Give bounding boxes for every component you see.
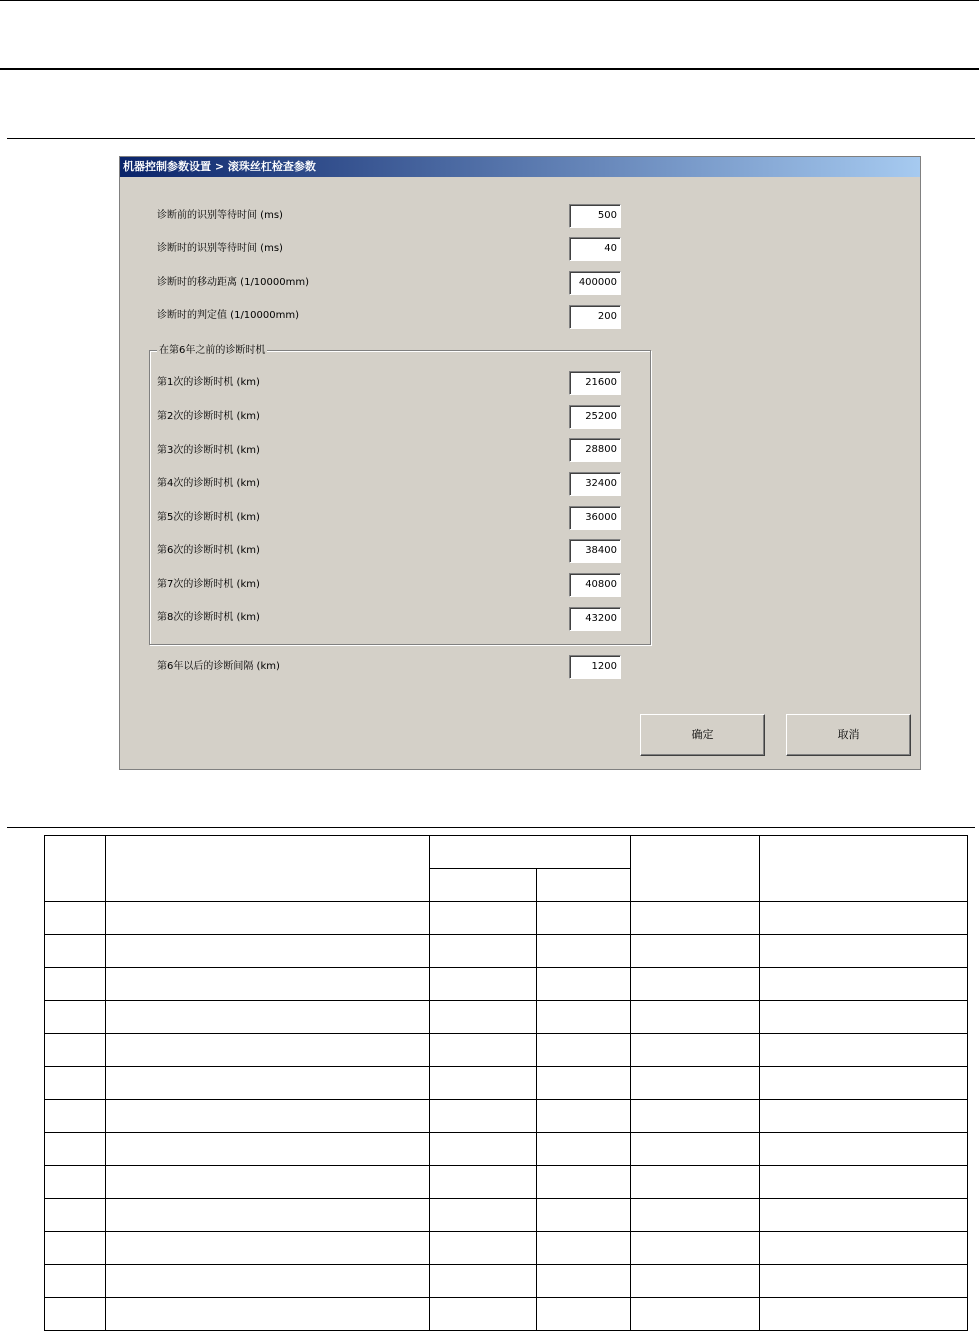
table-cell — [760, 1298, 968, 1331]
table-cell — [106, 1067, 430, 1100]
table-cell — [45, 1298, 106, 1331]
table-cell — [537, 968, 631, 1001]
timing-label-2: 第2次的诊断时机 (km) — [157, 411, 260, 422]
table-row — [45, 902, 968, 935]
record-table — [44, 835, 968, 1331]
timing-label-8: 第8次的诊断时机 (km) — [157, 612, 260, 623]
table-cell — [537, 1001, 631, 1034]
header-cell-col5 — [631, 836, 760, 902]
table-cell — [631, 935, 760, 968]
table-row — [45, 1166, 968, 1199]
table-cell — [430, 1199, 537, 1232]
ballscrew-params-dialog — [119, 156, 921, 770]
header-cell-col6 — [760, 836, 968, 902]
interval-label: 第6年以后的诊断间隔 (km) — [157, 661, 280, 672]
table-cell — [760, 1232, 968, 1265]
table-row — [45, 1001, 968, 1034]
param-label-diag-wait: 诊断时的识别等待时间 (ms) — [157, 243, 283, 254]
diagnosis-timing-group-title: 在第6年之前的诊断时机 — [159, 345, 266, 356]
table-row — [45, 1034, 968, 1067]
table-cell — [760, 968, 968, 1001]
table-row — [45, 1100, 968, 1133]
timing-field-6[interactable]: 38400 — [569, 539, 621, 563]
table-cell — [106, 1133, 430, 1166]
table-cell — [537, 1166, 631, 1199]
table-cell — [45, 1166, 106, 1199]
table-cell — [430, 1265, 537, 1298]
table-cell — [760, 1034, 968, 1067]
table-row — [45, 1133, 968, 1166]
table-cell — [537, 1265, 631, 1298]
param-label-pre-wait: 诊断前的识别等待时间 (ms) — [157, 210, 283, 221]
table-cell — [631, 1034, 760, 1067]
table-cell — [45, 1133, 106, 1166]
table-cell — [106, 1232, 430, 1265]
table-cell — [430, 902, 537, 935]
table-cell — [537, 1067, 631, 1100]
table-cell — [45, 1001, 106, 1034]
table-cell — [45, 1034, 106, 1067]
timing-label-3: 第3次的诊断时机 (km) — [157, 445, 260, 456]
header-cell-sub1 — [430, 869, 537, 902]
param-label-move-distance: 诊断时的移动距离 (1/10000mm) — [157, 277, 310, 288]
table-cell — [106, 935, 430, 968]
timing-field-8[interactable]: 43200 — [569, 607, 621, 631]
timing-field-5[interactable]: 36000 — [569, 506, 621, 530]
table-cell — [45, 1067, 106, 1100]
table-cell — [45, 1100, 106, 1133]
table-cell — [537, 902, 631, 935]
table-cell — [430, 1232, 537, 1265]
table-row — [45, 1298, 968, 1331]
cancel-button[interactable]: 取消 — [786, 714, 911, 756]
table-cell — [106, 1001, 430, 1034]
timing-field-4[interactable]: 32400 — [569, 472, 621, 496]
table-cell — [631, 902, 760, 935]
table-cell — [760, 935, 968, 968]
table-cell — [631, 1199, 760, 1232]
timing-label-4: 第4次的诊断时机 (km) — [157, 478, 260, 489]
table-cell — [430, 935, 537, 968]
table-cell — [760, 1133, 968, 1166]
table-cell — [760, 1001, 968, 1034]
table-cell — [631, 1166, 760, 1199]
timing-field-2[interactable]: 25200 — [569, 405, 621, 429]
table-cell — [106, 1100, 430, 1133]
header-cell-item — [106, 836, 430, 902]
table-cell — [106, 902, 430, 935]
param-label-judge-value: 诊断时的判定值 (1/10000mm) — [157, 310, 300, 321]
table-cell — [430, 1166, 537, 1199]
table-cell — [537, 1133, 631, 1166]
table-cell — [760, 902, 968, 935]
table-cell — [631, 968, 760, 1001]
dialog-title: 机器控制参数设置 > 滚珠丝杠检查参数 — [120, 157, 920, 177]
header-cell-sub2 — [537, 869, 631, 902]
section-rule-1 — [7, 138, 975, 139]
timing-field-1[interactable]: 21600 — [569, 371, 621, 395]
table-cell — [760, 1067, 968, 1100]
timing-label-6: 第6次的诊断时机 (km) — [157, 545, 260, 556]
table-cell — [106, 1034, 430, 1067]
table-row — [45, 1232, 968, 1265]
table-row — [45, 1265, 968, 1298]
param-field-diag-wait[interactable]: 40 — [569, 237, 621, 261]
table-cell — [631, 1232, 760, 1265]
header-cell-group — [430, 836, 631, 869]
header-cell-no — [45, 836, 106, 902]
table-cell — [430, 1034, 537, 1067]
table-cell — [537, 1199, 631, 1232]
table-cell — [106, 968, 430, 1001]
table-cell — [45, 902, 106, 935]
table-cell — [631, 1100, 760, 1133]
header-bottom-rule — [0, 68, 979, 70]
table-cell — [631, 1265, 760, 1298]
table-cell — [537, 1034, 631, 1067]
table-cell — [760, 1166, 968, 1199]
table-cell — [537, 1298, 631, 1331]
table-cell — [106, 1166, 430, 1199]
table-cell — [45, 968, 106, 1001]
table-cell — [760, 1100, 968, 1133]
table-cell — [631, 1001, 760, 1034]
table-cell — [45, 1199, 106, 1232]
table-cell — [430, 1100, 537, 1133]
table-cell — [45, 1232, 106, 1265]
timing-field-3[interactable]: 28800 — [569, 438, 621, 462]
table-row — [45, 935, 968, 968]
table-cell — [760, 1265, 968, 1298]
table-cell — [631, 1067, 760, 1100]
param-field-move-distance[interactable]: 400000 — [569, 271, 621, 295]
table-cell — [106, 1298, 430, 1331]
timing-field-7[interactable]: 40800 — [569, 573, 621, 597]
ok-button[interactable]: 确定 — [640, 714, 765, 756]
table-cell — [45, 935, 106, 968]
param-field-judge-value[interactable]: 200 — [569, 305, 621, 329]
table-cell — [537, 935, 631, 968]
timing-label-1: 第1次的诊断时机 (km) — [157, 377, 260, 388]
table-cell — [430, 1133, 537, 1166]
table-cell — [430, 1067, 537, 1100]
table-cell — [430, 1001, 537, 1034]
table-cell — [430, 968, 537, 1001]
timing-label-7: 第7次的诊断时机 (km) — [157, 579, 260, 590]
table-cell — [45, 1265, 106, 1298]
table-row — [45, 1199, 968, 1232]
table-cell — [537, 1100, 631, 1133]
table-cell — [760, 1199, 968, 1232]
table-row — [45, 1067, 968, 1100]
table-row — [45, 968, 968, 1001]
table-cell — [631, 1133, 760, 1166]
section-rule-2 — [7, 827, 975, 828]
header-top-rule — [0, 0, 979, 1]
table-cell — [106, 1199, 430, 1232]
table-cell — [430, 1298, 537, 1331]
timing-label-5: 第5次的诊断时机 (km) — [157, 512, 260, 523]
table-cell — [631, 1298, 760, 1331]
table-cell — [537, 1232, 631, 1265]
param-field-pre-wait[interactable]: 500 — [569, 204, 621, 228]
interval-field[interactable]: 1200 — [569, 655, 621, 679]
table-cell — [106, 1265, 430, 1298]
